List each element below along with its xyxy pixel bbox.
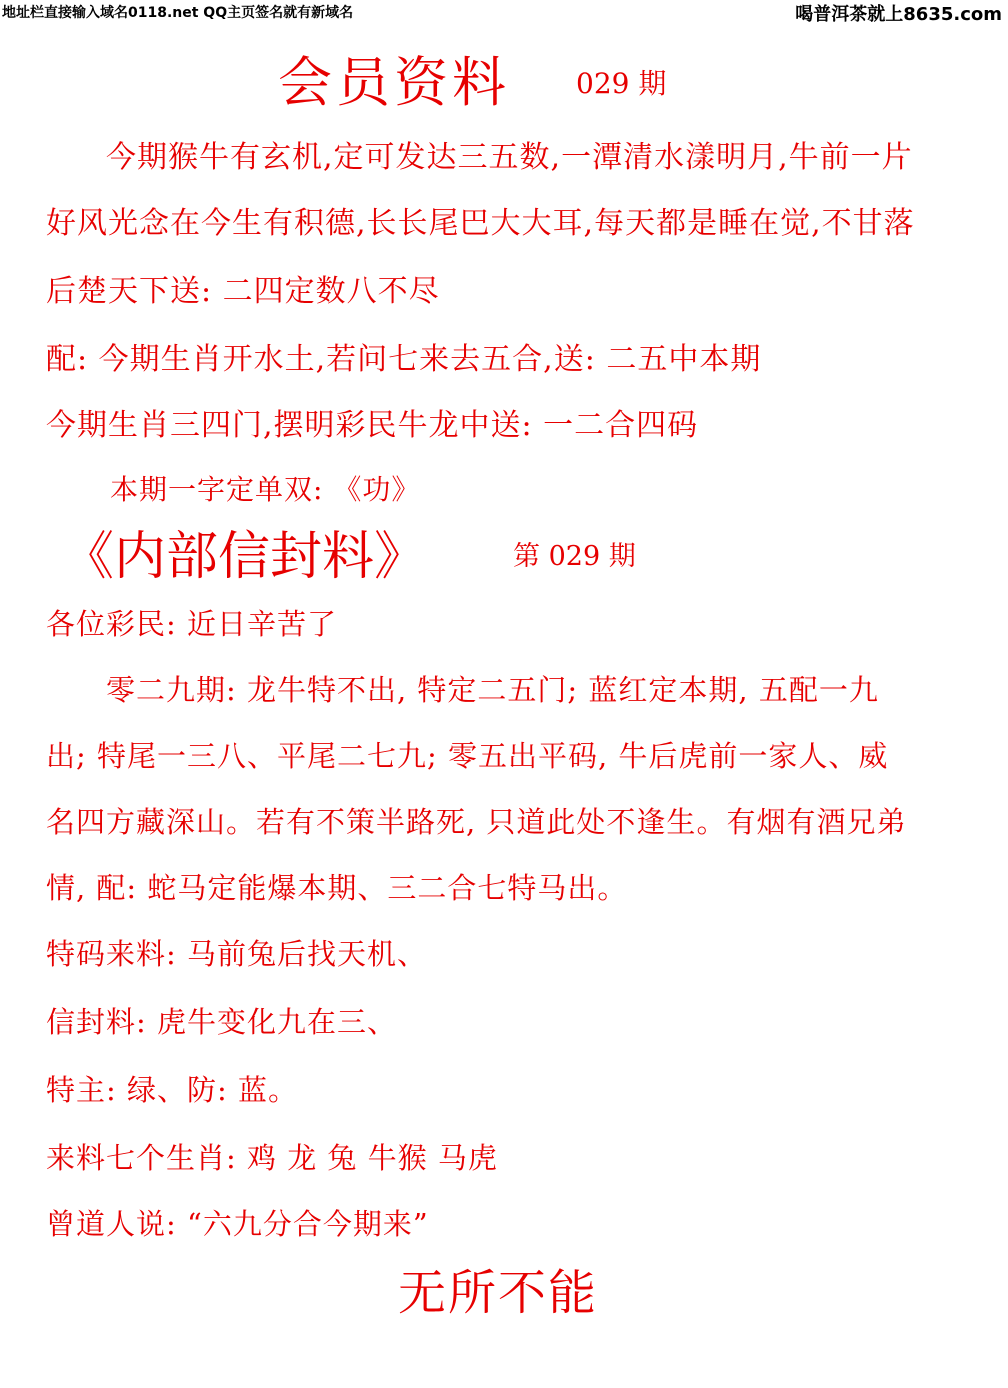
member-info-line-3: 后楚天下送: 二四定数八不尽 bbox=[46, 274, 440, 309]
top-banner bbox=[0, 0, 1008, 25]
envelope-info-line-3: 出; 特尾一三八、平尾二七九; 零五出平码, 牛后虎前一家人、威 bbox=[46, 739, 889, 773]
banner-left-text: 地址栏直接输入域名0118.net QQ主页签名就有新域名 bbox=[2, 5, 354, 21]
envelope-info-line-7: 信封料: 虎牛变化九在三、 bbox=[46, 1005, 397, 1039]
member-info-line-6: 本期一字定单双: 《功》 bbox=[110, 473, 421, 506]
envelope-info-line-10: 曾道人说: “六九分合今期来” bbox=[46, 1207, 429, 1241]
member-info-line-5: 今期生肖三四门,摆明彩民牛龙中送: 一二合四码 bbox=[46, 408, 699, 443]
member-info-title: 会员资料 bbox=[278, 51, 510, 114]
closing-phrase: 无所不能 bbox=[398, 1265, 599, 1321]
envelope-info-line-8: 特主: 绿、防: 蓝。 bbox=[46, 1073, 298, 1107]
envelope-info-line-2: 零二九期: 龙牛特不出, 特定二五门; 蓝红定本期, 五配一九 bbox=[106, 673, 879, 707]
envelope-info-line-6: 特码来料: 马前兔后找天机、 bbox=[46, 937, 427, 971]
member-info-issue: 029 期 bbox=[576, 67, 667, 100]
member-info-line-1: 今期猴牛有玄机,定可发达三五数,一潭清水漾明月,牛前一片 bbox=[106, 140, 913, 175]
member-info-line-4: 配: 今期生肖开水土,若问七来去五合,送: 二五中本期 bbox=[46, 342, 762, 377]
banner-right-text: 喝普洱茶就上8635.com bbox=[795, 4, 1002, 25]
envelope-info-line-5: 情, 配: 蛇马定能爆本期、三二合七特马出。 bbox=[46, 871, 628, 905]
envelope-info-line-4: 名四方藏深山。若有不策半路死, 只道此处不逢生。有烟有酒兄弟 bbox=[46, 805, 907, 839]
envelope-info-issue: 第 029 期 bbox=[513, 541, 636, 572]
envelope-info-title: 《内部信封料》 bbox=[62, 527, 427, 587]
envelope-info-line-9: 来料七个生肖: 鸡 龙 兔 牛猴 马虎 bbox=[46, 1141, 498, 1175]
envelope-info-line-1: 各位彩民: 近日辛苦了 bbox=[46, 607, 337, 641]
member-info-line-2: 好风光念在今生有积德,长长尾巴大大耳,每天都是睡在觉,不甘落 bbox=[46, 206, 915, 241]
